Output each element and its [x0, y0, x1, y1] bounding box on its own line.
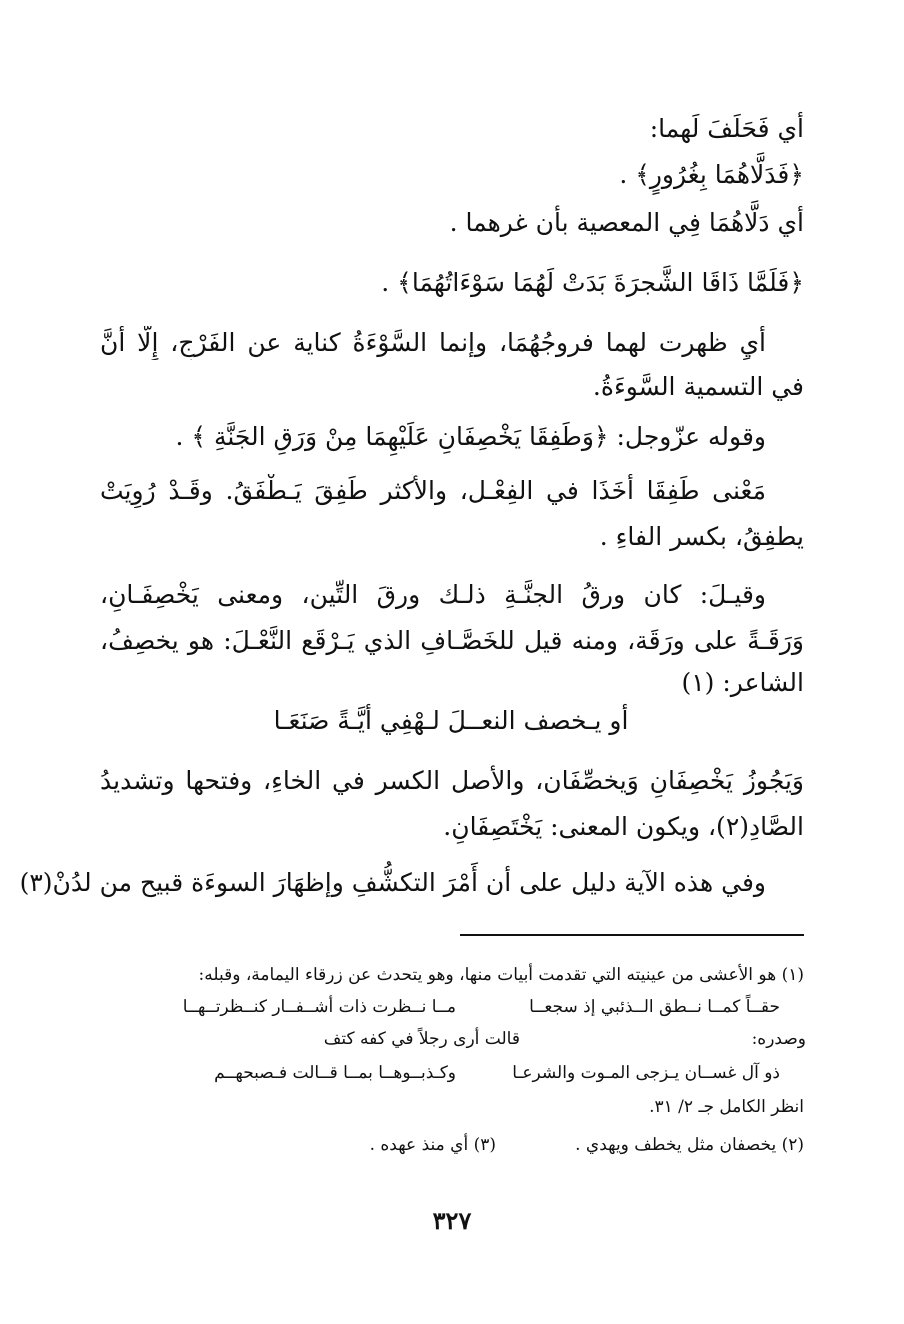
poetry-verse: أو يـخصف النعــلَ لـهْفِي أيَّـةً صَنَعَـا — [273, 706, 629, 735]
footnote-verse-hemistich: مــا نــظرت ذات أشــفــار كنــظرتــهــا — [182, 997, 456, 1017]
footnote-verse-hemistich: ذو آل غســان يـزجى المـوت والشرعـا — [512, 1063, 780, 1083]
text-line: مَعْنى طَفِقَا أَخَذَا في الفِعْـل، والأَكثر طَفِقَ يَـطْفَقُ. وقَـدْ رُوِيَتْ — [100, 476, 766, 505]
footnote-verse-hemistich: وكـذبــوهــا بمــا قــالت فـصبحهــم — [214, 1063, 456, 1083]
text-line: الصَّادِ(٢)، ويكون المعنى: يَخْتَصِفَانِ. — [443, 812, 804, 841]
quran-quote: ﴿فَدَلَّاهُمَا بِغُرُورٍ﴾ . — [619, 160, 804, 189]
footnote-verse-hemistich: حقــاً كمــا نــطق الــذئبي إذ سجعــا — [529, 997, 780, 1017]
text-line: أي فَحَلَفَ لَهما: — [649, 114, 804, 143]
text-line: وَيَجُوزُ يَخْصِفَانِ وَيخصِّفَان، والأَصل الكسر في الخاءِ، وفتحها وتشديدُ — [100, 766, 804, 795]
footnote-3: (٣) أي منذ عهده . — [369, 1135, 496, 1155]
text-line: وَرَقَـةً على ورَقَة، ومنه قيل للخَصَّـافِ الذي يَـرْقَع النَّعْـلَ: هو يخصِفُ، — [100, 626, 804, 655]
text-line: أي ظهرت لهما فروجُهُمَا، وإنما السَّوْءَةُ كناية عن الفَرْجِ، إِلَّا أَنَّ — [100, 328, 766, 357]
text-line: وفي هذه الآية دليل على أن أَمْرَ التكشُّفِ وإظهَارَ السوءَة قبيح من لدُنْ(٣) — [19, 868, 766, 897]
footnote-1: (١) هو الأعشى من عينيته التي تقدمت أبيات منها، وهو يتحدث عن زرقاء اليمامة، وقبله: — [198, 965, 804, 985]
text-line: في التسمية السَّوءَةُ. — [592, 372, 804, 401]
footnote-reference: انظر الكامل جـ ٢/ ٣١. — [649, 1097, 804, 1117]
text-line: الشاعر: (١) — [681, 668, 804, 697]
footnote-verse-hemistich: قالت أرى رجلاً في كفه كتف — [323, 1029, 520, 1049]
text-line: أي دَلَّاهُمَا فِي المعصية بأن غرهما . — [449, 208, 804, 237]
text-line: يطفِقُ، بكسر الفاءِ . — [599, 522, 804, 551]
footnote-label: وصدره: — [751, 1029, 806, 1049]
page-number: ٣٢٧ — [432, 1206, 472, 1235]
footnote-2: (٢) يخصفان مثل يخطف ويهدي . — [575, 1135, 804, 1155]
quran-quote: وقوله عزّوجل: ﴿وَطَفِقَا يَخْصِفَانِ عَلَيْهِمَا مِنْ وَرَقِ الجَنَّةِ ﴾ . — [175, 422, 766, 451]
quran-quote: ﴿فَلَمَّا ذَاقَا الشَّجرَةَ بَدَتْ لَهُمَا سَوْءَاتُهُمَا﴾ . — [381, 268, 804, 297]
text-line: وقيـلَ: كان ورقُ الجنَّـةِ ذلـك ورقَ التِّين، ومعنى يَخْصِفَـانِ، — [100, 580, 766, 609]
footnote-separator — [460, 934, 804, 936]
